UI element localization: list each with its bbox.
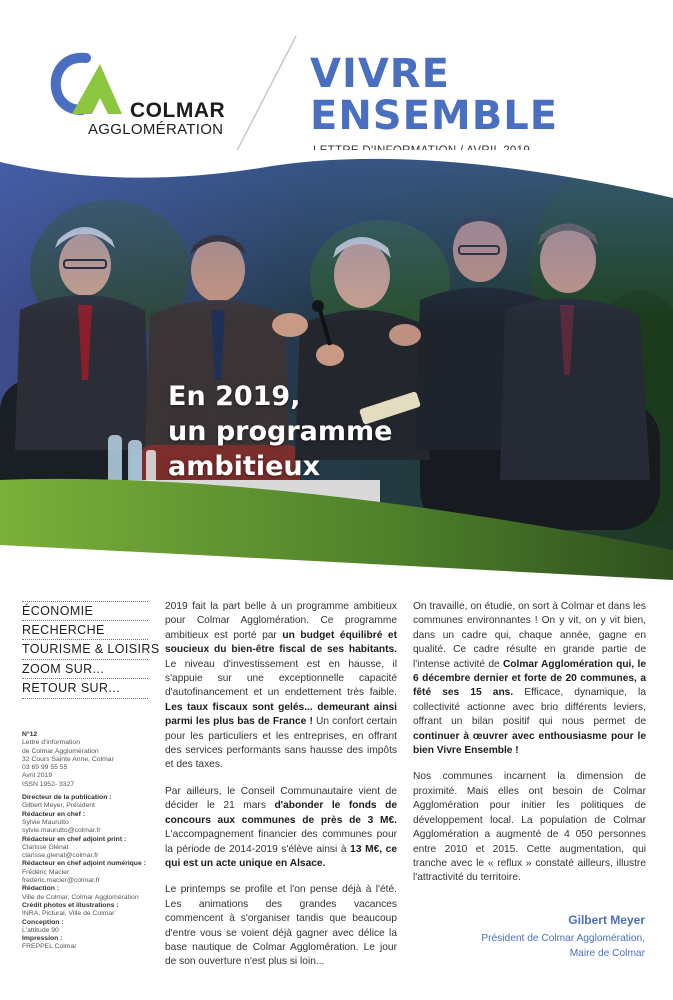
text-run: On travaille, on étudie, on sort à Colmar et dans les communes environnantes ! On y vit, on y vit bien, dans un cadre qui, chaque année, gagne en qualité. Ce cadre résulte en grande partie de l'intense activité de [413,601,646,670]
logo-subtitle: AGGLOMÉRATION [88,121,224,138]
text-run: L'accompagnement financier des communes pour la période de 2014-2019 s'élève ainsi à [165,829,397,855]
credit-label: Rédaction : [22,885,60,893]
logo-name: COLMAR [130,99,226,122]
credit-value: Clarisse Glénat [22,843,69,851]
credit-value: L'attitude 90 [22,926,59,934]
signature-name: Gilbert Meyer [568,913,645,927]
hero-headline [168,379,392,484]
nav-item-retour-sur[interactable]: RETOUR SUR... [22,679,148,699]
article-paragraph [413,770,646,885]
article-paragraph [165,785,397,871]
credit-label: Impression : [22,935,63,943]
credit-value: Frédéric Macler [22,868,70,876]
credit-label: Crédit photos et illustrations : [22,901,119,909]
newsletter-title-line2: ENSEMBLE [310,93,559,139]
text-run: 2019 fait la part belle à un programme ambitieux pour Colmar Agglomération. Ce programme ambitieux est porté par [165,601,397,641]
credit-value: Ville de Colmar, Colmar Agglomération [22,893,139,901]
imprint [22,731,152,952]
text-run: Efficace, dynamique, la collectivité actionne avec brio différents leviers, offrant un bilan positif qui nous permet de [413,687,646,728]
credit-value: INRA, Pictural, Ville de Colmar [22,910,115,918]
imprint-date: Avril 2019 [22,772,53,780]
ca-monogram-icon [50,52,140,124]
article-paragraph [165,600,397,773]
imprint-address: 32 Cours Sainte Anne, Colmar [22,755,114,763]
panel-discussion-illustration [0,150,673,580]
hero-headline-line3: ambitieux [168,451,321,482]
section-nav [22,601,160,699]
article-paragraph [165,883,397,969]
article-paragraph [413,600,646,758]
hero-headline-line1: En 2019, [168,381,301,412]
credit-email[interactable]: sylvie.maurutto@colmar.fr [22,827,101,835]
nav-item-economie[interactable]: ÉCONOMIE [22,601,148,621]
credit-value: FREPPEL Colmar [22,943,77,951]
signature-role [481,931,645,961]
colmar-agglomeration-logo[interactable] [50,52,240,147]
text-run: Le niveau d'investissement est en hausse, il s'appuie sur une exceptionnelle capacité d'autofinancement et un endettement très faible. [165,658,397,699]
credit-label: Directeur de la publication : [22,794,112,802]
credit-email[interactable]: clarisse.glenat@colmar.fr [22,852,99,860]
text-run: Nos communes incarnent la dimension de proximité. Mais elles ont besoin de Colmar Agglomération pour initier les politiques de développement local. La population de Colmar Agglomération a augmenté de 4 050 personnes entre 2010 et 2015. Cette augmentation, qui tranche avec le « reflux » constaté ailleurs, illustre l'attractivité du territoire. [413,771,646,884]
bold-text-run: d'abonder le fonds de concours aux communes de près de 3 M€. [165,800,397,826]
text-run: Par ailleurs, le Conseil Communautaire vient de décider le 21 mars [165,785,397,812]
credit-label: Rédacteur en chef : [22,810,86,818]
imprint-line: de Colmar Agglomération [22,747,99,755]
nav-item-tourisme-loisirs[interactable]: TOURISME & LOISIRS [22,640,148,660]
credit-label: Rédacteur en chef adjoint numérique : [22,860,146,868]
credit-email[interactable]: frederic.macler@colmar.fr [22,877,100,885]
hero-headline-line2: un programme [168,416,393,447]
bold-text-run: Colmar Agglomération qui, le 6 décembre dernier et forte de 20 communes, a fêté ses 15 ans. [413,658,646,699]
imprint-phone: 03 69 99 55 55 [22,764,68,772]
nav-item-recherche[interactable]: RECHERCHE [22,621,148,641]
credit-label: Conception : [22,918,64,926]
signature-role-line1: Président de Colmar Agglomération, [481,933,645,944]
hero-photo [0,150,673,580]
article-column-1 [165,600,397,982]
signature-role-line2: Maire de Colmar [569,948,645,959]
imprint-issn: ISSN 1952- 3327 [22,780,75,788]
bold-text-run: 13 M€, ce qui est un acte unique en Alsace. [165,843,397,869]
newsletter-title-line1: VIVRE [310,51,450,97]
bold-text-run: un budget équilibré et soucieux du bien-être fiscal de ses habitants. [165,629,397,656]
issue-number: N°12 [22,731,38,738]
bold-text-run: continuer à œuvrer avec enthousiasme pour le bien Vivre Ensemble ! [413,730,646,757]
credit-label: Rédacteur en chef adjoint print : [22,835,127,843]
nav-item-zoom-sur[interactable]: ZOOM SUR... [22,660,148,680]
imprint-line: Lettre d'information [22,739,80,747]
credit-value: Gilbert Meyer, Président [22,802,95,810]
article-column-2 [413,600,646,898]
credit-value: Sylvie Maurutto [22,818,69,826]
text-run: Le printemps se profile et l'on pense déjà à l'été. Les animations des grandes vacances commencent à s'organiser tandis que beaucoup d'entre vous se voient déjà gagner avec délice la base nautique de Colmar Agglomération. Le jour de son ouverture n'est plus si loin... [165,884,397,968]
bold-text-run: Les taux fiscaux sont gelés... demeurant ainsi parmi les plus bas de France ! [165,701,397,728]
text-run: Un confort certain pour les particuliers et les entreprises, en offrant des services performants sans hausse des impôts et des taxes. [165,716,397,771]
